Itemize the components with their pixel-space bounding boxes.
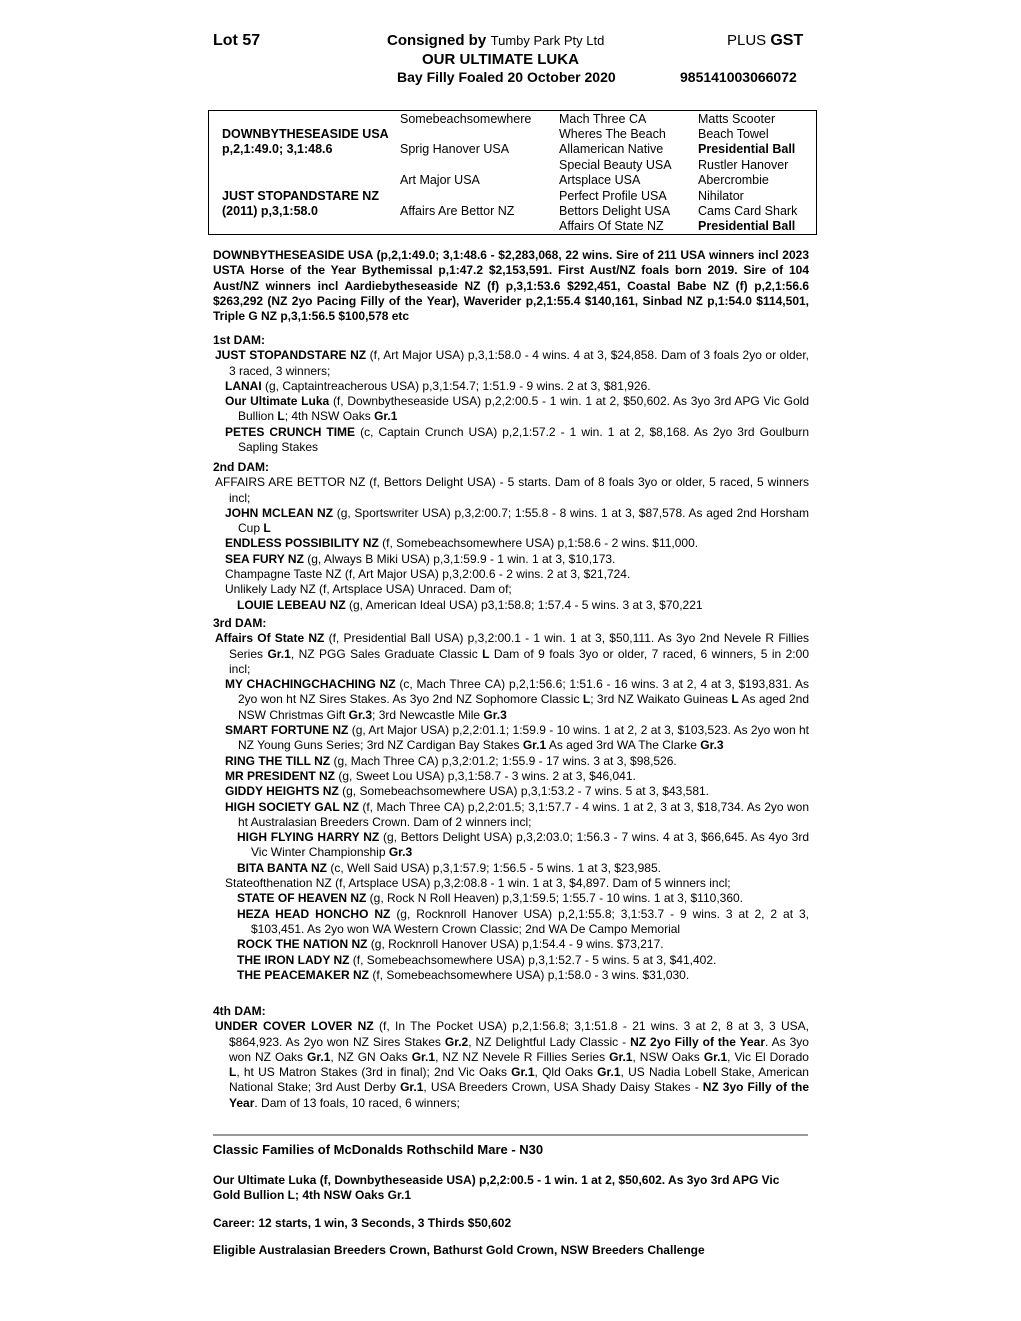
- pedigree-gen3: Perfect Profile USA: [559, 189, 667, 203]
- dam-2-section: [213, 460, 809, 613]
- pedigree-gen4: Nihilator: [698, 189, 744, 203]
- pedigree-gen2: Art Major USA: [400, 173, 480, 187]
- pedigree-gen2: Sprig Hanover USA: [400, 142, 510, 156]
- horse-name: OUR ULTIMATE LUKA: [422, 51, 579, 68]
- progeny-entry: GIDDY HEIGHTS NZ (g, Somebeachsomewhere USA) p,3,1:53.2 - 7 wins. 5 at 3, $43,581.: [225, 784, 710, 799]
- progeny-entry: MY CHACHINGCHACHING NZ (c, Mach Three CA) p,2,1:56.6; 1:51.6 - 16 wins. 3 at 2, 4 at 3, $193,831. As 2yo won ht NZ Sires Stakes. As 3yo 2nd NZ Sophomore Classic L; 3rd NZ Waikato Guineas L As aged 2nd NSW Christmas Gift Gr.3; 3rd Newcastle Mile Gr.3: [225, 677, 809, 722]
- consignor-name: Tumby Park Pty Ltd: [490, 33, 605, 48]
- progeny-entry: Stateofthenation NZ (f, Artsplace USA) p,3,2:08.8 - 1 win. 1 at 3, $4,897. Dam of 5 winners incl;: [225, 876, 731, 891]
- horse-name: JUST STOPANDSTARE NZ: [215, 348, 367, 363]
- lot-number: Lot 57: [213, 32, 261, 49]
- microchip-number: 985141003066072: [680, 69, 797, 85]
- pedigree-gen4: Cams Card Shark: [698, 204, 798, 218]
- grand-progeny-entry: LOUIE LEBEAU NZ (g, American Ideal USA) p3,1:58.8; 1:57.4 - 5 wins. 3 at 3, $70,221: [237, 597, 703, 612]
- progeny-entry: LANAI (g, Captaintreacherous USA) p,3,1:54.7; 1:51.9 - 9 wins. 2 at 3, $81,926.: [225, 378, 651, 393]
- pedigree-gen3: Bettors Delight USA: [559, 204, 671, 218]
- horse-name: Our Ultimate Luka: [225, 394, 330, 409]
- footer-summary: Our Ultimate Luka (f, Downbytheseaside USA) p,2,2:00.5 - 1 win. 1 at 2, $50,602. As 3yo 3rd APG Vic Gold Bullion L; 4th NSW Oaks Gr.1: [213, 1173, 780, 1203]
- pedigree-dam-record: (2011) p,3,1:58.0: [222, 204, 318, 218]
- progeny-entry: JOHN MCLEAN NZ (g, Sportswriter USA) p,3,2:00.7; 1:55.8 - 8 wins. 1 at 3, $87,578. As aged 2nd Horsham Cup L: [225, 505, 809, 536]
- pedigree-table: [208, 110, 817, 235]
- progeny-entry: PETES CRUNCH TIME (c, Captain Crunch USA) p,2,1:57.2 - 1 win. 1 at 2, $8,168. As 2yo 3rd Goulburn Sapling Stakes: [225, 424, 809, 455]
- pedigree-gen2: Affairs Are Bettor NZ: [400, 204, 515, 218]
- dam-4-section: [213, 1004, 809, 1111]
- horse-name: LANAI: [225, 378, 262, 393]
- progeny-entry: SMART FORTUNE NZ (g, Art Major USA) p,2,2:01.1; 1:59.9 - 10 wins. 1 at 2, 2 at 3, $103,523. As 2yo won ht NZ Young Guns Series; 3rd NZ Cardigan Bay Stakes Gr.1 As aged 3rd WA The Clarke Gr.3: [225, 723, 809, 753]
- section-divider: [213, 1134, 808, 1136]
- dam-1-entry: JUST STOPANDSTARE NZ (f, Art Major USA) p,3,1:58.0 - 4 wins. 4 at 3, $24,858. Dam of 3 foals 2yo or older, 3 raced, 3 winners;: [215, 348, 809, 378]
- grand-progeny-entry: BITA BANTA NZ (c, Well Said USA) p,3,1:57.9; 1:56.5 - 5 wins. 1 at 3, $23,985.: [237, 860, 661, 875]
- footer-career: Career: 12 starts, 1 win, 3 Seconds, 3 Thirds $50,602: [213, 1216, 512, 1230]
- grand-progeny-entry: THE PEACEMAKER NZ (f, Somebeachsomewhere USA) p,1:58.0 - 3 wins. $31,030.: [237, 967, 690, 982]
- dam-3-section: [213, 616, 809, 983]
- pedigree-dam: JUST STOPANDSTARE NZ: [222, 189, 379, 203]
- dam-1-heading: 1st DAM:: [213, 333, 266, 347]
- dam-3-heading: 3rd DAM:: [213, 616, 267, 630]
- pedigree-gen4: Presidential Ball: [698, 219, 796, 233]
- pedigree-sire-record: p,2,1:49.0; 3,1:48.6: [222, 142, 333, 156]
- grand-progeny-entry: THE IRON LADY NZ (f, Somebeachsomewhere USA) p,3,1:52.7 - 5 wins. 5 at 3, $41,402.: [237, 952, 717, 967]
- progeny-entry: SEA FURY NZ (g, Always B Miki USA) p,3,1:59.9 - 1 win. 1 at 3, $10,173.: [225, 551, 616, 566]
- pedigree-gen4: Abercrombie: [698, 173, 769, 187]
- dam-1-section: [213, 333, 809, 455]
- plus-gst: [727, 32, 803, 50]
- consigned-label: Consigned by: [387, 32, 487, 49]
- pedigree-gen2: Somebeachsomewhere: [400, 112, 532, 126]
- pedigree-sire: DOWNBYTHESEASIDE USA: [222, 127, 389, 141]
- plus-label: PLUS: [727, 32, 767, 49]
- family-title: Classic Families of McDonalds Rothschild Mare - N30: [213, 1142, 544, 1157]
- foaled-line: Bay Filly Foaled 20 October 2020: [397, 69, 616, 85]
- pedigree-gen3: Special Beauty USA: [559, 158, 672, 172]
- sire-summary: DOWNBYTHESEASIDE USA (p,2,1:49.0; 3,1:48.6 - $2,283,068, 22 wins. Sire of 211 USA winners incl 2023 USTA Horse of the Year Bythemissal p,1:47.2 $2,153,591. First Aust/NZ foals born 2019. Sire of 104 Aust/NZ winners incl Aardiebytheseaside NZ (f) p,3,1:53.6 $292,451, Coastal Babe NZ (f) p,2,1:56.6 $263,292 (NZ 2yo Pacing Filly of the Year), Waverider p,2,1:55.4 $140,161, Sinbad NZ p,1:54.0 $114,501, Triple G NZ p,3,1:56.5 $100,578 etc: [213, 248, 809, 324]
- progeny-entry: ENDLESS POSSIBILITY NZ (f, Somebeachsomewhere USA) p,1:58.6 - 2 wins. $11,000.: [225, 536, 699, 551]
- grand-progeny-entry: HIGH FLYING HARRY NZ (g, Bettors Delight USA) p,3,2:03.0; 1:56.3 - 7 wins. 4 at 3, $66,645. As 4yo 3rd Vic Winter Championship Gr.3: [237, 830, 810, 860]
- pedigree-gen3: Mach Three CA: [559, 112, 647, 126]
- progeny-entry: HIGH SOCIETY GAL NZ (f, Mach Three CA) p,2,2:01.5; 3,1:57.7 - 4 wins. 1 at 2, 3 at 3, $18,734. As 2yo won ht Australasian Breeders Crown. Dam of 2 winners incl;: [225, 799, 809, 829]
- grand-progeny-entry: STATE OF HEAVEN NZ (g, Rock N Roll Heaven) p,3,1:59.5; 1:55.7 - 10 wins. 1 at 3, $110,360.: [237, 891, 744, 906]
- dam-2-entry: AFFAIRS ARE BETTOR NZ (f, Bettors Delight USA) - 5 starts. Dam of 8 foals 3yo or older, 5 raced, 5 winners incl;: [215, 475, 809, 505]
- pedigree-gen4: Beach Towel: [698, 127, 769, 141]
- dam-3-entry: Affairs Of State NZ (f, Presidential Ball USA) p,3,2:00.1 - 1 win. 1 at 3, $50,111. As 3yo 2nd Nevele R Fillies Series Gr.1, NZ PGG Sales Graduate Classic L Dam of 9 foals 3yo or older, 7 raced, 6 winners, 5 in 2:00 incl;: [215, 631, 809, 676]
- dam-4-heading: 4th DAM:: [213, 1004, 266, 1018]
- progeny-entry: Champagne Taste NZ (f, Art Major USA) p,3,2:00.6 - 2 wins. 2 at 3, $21,724.: [225, 567, 631, 582]
- footer-eligible: Eligible Australasian Breeders Crown, Bathurst Gold Crown, NSW Breeders Challenge: [213, 1243, 705, 1257]
- grand-progeny-entry: ROCK THE NATION NZ (g, Rocknroll Hanover USA) p,1:54.4 - 9 wins. $73,217.: [237, 937, 664, 952]
- pedigree-gen4: Presidential Ball: [698, 142, 796, 156]
- pedigree-gen3: Affairs Of State NZ: [559, 219, 664, 233]
- dam-4-entry: UNDER COVER LOVER NZ (f, In The Pocket USA) p,2,1:56.8; 3,1:51.8 - 21 wins. 3 at 2, 8 at 3, 3 USA, $864,923. As 2yo won NZ Sires Stakes Gr.2, NZ Delightful Lady Classic - NZ 2yo Filly of the Year. As 3yo won NZ Oaks Gr.1, NZ GN Oaks Gr.1, NZ NZ Nevele R Fillies Series Gr.1, NSW Oaks Gr.1, Vic El Dorado L, ht US Matron Stakes (3rd in final); 2nd Vic Oaks Gr.1, Qld Oaks Gr.1, US Nadia Lobell Stake, American National Stake; 3rd Aust Derby Gr.1, USA Breeders Crown, USA Shady Daisy Stakes - NZ 3yo Filly of the Year. Dam of 13 foals, 10 raced, 6 winners;: [215, 1019, 810, 1110]
- dam-2-heading: 2nd DAM:: [213, 460, 269, 474]
- gst-label: GST: [770, 32, 804, 49]
- progeny-entry: Our Ultimate Luka (f, Downbytheseaside USA) p,2,2:00.5 - 1 win. 1 at 2, $50,602. As 3yo 3rd APG Vic Gold Bullion L; 4th NSW Oaks Gr.1: [225, 394, 809, 424]
- pedigree-gen4: Matts Scooter: [698, 112, 776, 126]
- grand-progeny-entry: HEZA HEAD HONCHO NZ (g, Rocknroll Hanover USA) p,2,1:55.8; 3,1:53.7 - 9 wins. 3 at 2, 2 at 3, $103,451. As 2yo won WA Western Crown Classic; 2nd WA De Campo Memorial: [237, 906, 809, 936]
- consignor-line: [387, 32, 604, 50]
- progeny-entry: RING THE TILL NZ (g, Mach Three CA) p,3,2:01.2; 1:55.9 - 17 wins. 3 at 3, $98,526.: [225, 753, 677, 768]
- progeny-entry: Unlikely Lady NZ (f, Artsplace USA) Unraced. Dam of;: [225, 582, 512, 597]
- pedigree-gen3: Allamerican Native: [559, 142, 664, 156]
- pedigree-gen4: Rustler Hanover: [698, 158, 789, 172]
- pedigree-gen3: Artsplace USA: [559, 173, 641, 187]
- horse-name: PETES CRUNCH TIME: [225, 424, 356, 439]
- pedigree-gen3: Wheres The Beach: [559, 127, 666, 141]
- progeny-entry: MR PRESIDENT NZ (g, Sweet Lou USA) p,3,1:58.7 - 3 wins. 2 at 3, $46,041.: [225, 768, 636, 783]
